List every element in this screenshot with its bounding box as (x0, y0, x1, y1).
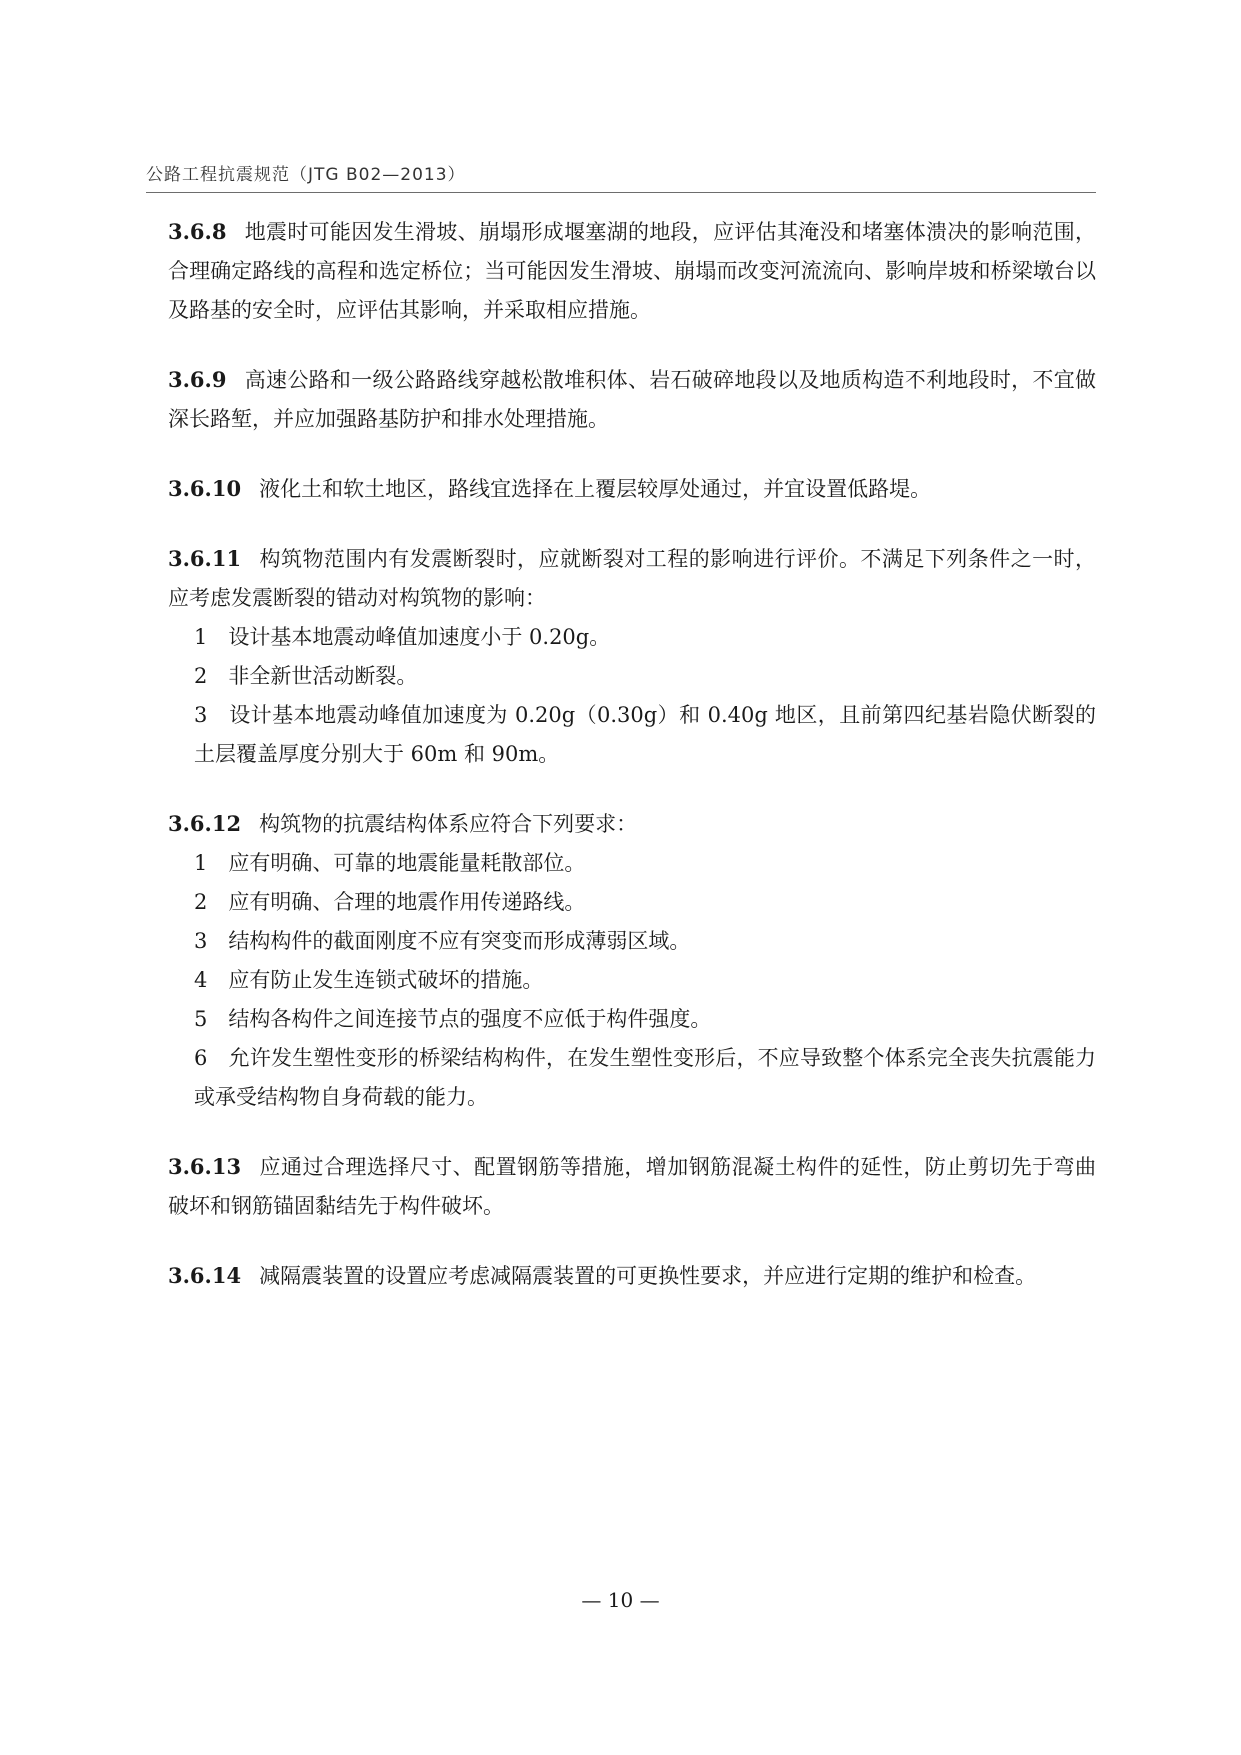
list-item: 3 设计基本地震动峰值加速度为 0.20g（0.30g）和 0.40g 地区，且前第四纪基岩隐伏断裂的土层覆盖厚度分别大于 60m 和 90m。 (194, 703, 1096, 766)
clause-3-6-13 (168, 1147, 1096, 1226)
clause-text: 构筑物的抗震结构体系应符合下列要求： (259, 812, 638, 836)
list-item: 4 应有防止发生连锁式破坏的措施。 (194, 968, 544, 992)
clause-number: 3.6.13 (168, 1154, 242, 1179)
clause-number: 3.6.10 (168, 476, 242, 501)
list-item: 1 应有明确、可靠的地震能量耗散部位。 (194, 851, 586, 875)
clause-text: 应通过合理选择尺寸、配置钢筋等措施，增加钢筋混凝土构件的延性，防止剪切先于弯曲破坏和钢筋锚固黏结先于构件破坏。 (168, 1155, 1096, 1218)
clause-number: 3.6.11 (168, 546, 242, 571)
clause-number: 3.6.9 (168, 367, 227, 392)
page-number: — 10 — (581, 1588, 660, 1612)
clause-text: 构筑物范围内有发震断裂时，应就断裂对工程的影响进行评价。不满足下列条件之一时，应考虑发震断裂的错动对构筑物的影响： (168, 547, 1096, 610)
list-item: 6 允许发生塑性变形的桥梁结构构件，在发生塑性变形后，不应导致整个体系完全丧失抗震能力或承受结构物自身荷载的能力。 (194, 1046, 1096, 1109)
clause-3-6-10 (168, 469, 1096, 509)
list-item: 2 非全新世活动断裂。 (194, 664, 418, 688)
clause-3-6-14 (168, 1256, 1096, 1296)
list-item: 3 结构构件的截面刚度不应有突变而形成薄弱区域。 (194, 929, 691, 953)
clause-3-6-11 (168, 539, 1096, 774)
clause-3-6-12 (168, 804, 1096, 1117)
clause-3-6-8 (168, 212, 1096, 330)
clause-number: 3.6.14 (168, 1263, 242, 1288)
clause-number: 3.6.8 (168, 219, 227, 244)
clause-text: 液化土和软土地区，路线宜选择在上覆层较厚处通过，并宜设置低路堤。 (259, 477, 932, 501)
list-item: 1 设计基本地震动峰值加速度小于 0.20g。 (194, 625, 611, 649)
list-item: 5 结构各构件之间连接节点的强度不应低于构件强度。 (194, 1007, 712, 1031)
clause-text: 地震时可能因发生滑坡、崩塌形成堰塞湖的地段，应评估其淹没和堵塞体溃决的影响范围，合理确定路线的高程和选定桥位；当可能因发生滑坡、崩塌而改变河流流向、影响岸坡和桥梁墩台以及路基的安全时，应评估其影响，并采取相应措施。 (168, 220, 1096, 322)
document-body (168, 212, 1096, 1326)
clause-text: 减隔震装置的设置应考虑减隔震装置的可更换性要求，并应进行定期的维护和检查。 (259, 1264, 1037, 1288)
list-item: 2 应有明确、合理的地震作用传递路线。 (194, 890, 586, 914)
clause-text: 高速公路和一级公路路线穿越松散堆积体、岩石破碎地段以及地质构造不利地段时，不宜做深长路堑，并应加强路基防护和排水处理措施。 (168, 368, 1096, 431)
clause-number: 3.6.12 (168, 811, 242, 836)
clause-3-6-9 (168, 360, 1096, 439)
running-header: 公路工程抗震规范（JTG B02—2013） (146, 165, 466, 185)
header-rule (146, 192, 1096, 193)
